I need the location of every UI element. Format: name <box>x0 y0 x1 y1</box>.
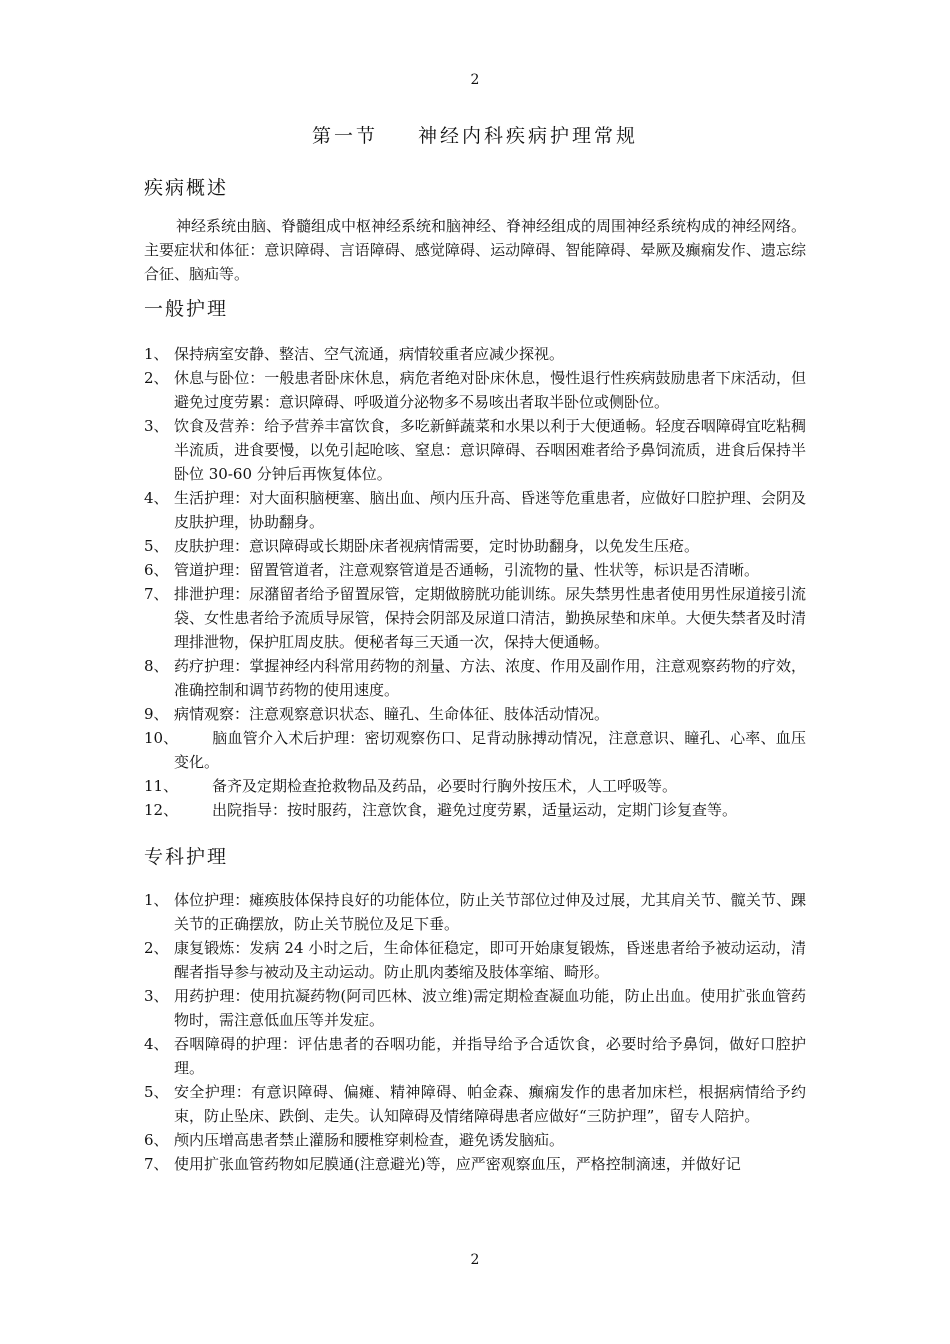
item-number: 4、 <box>144 1035 169 1053</box>
item-number: 5、 <box>144 1083 169 1101</box>
list-item <box>144 1080 806 1128</box>
list-item <box>144 582 806 654</box>
item-number: 4、 <box>144 489 169 507</box>
item-text: 康复锻炼：发病 24 小时之后，生命体征稳定，即可开始康复锻炼，昏迷患者给予被动运动，清醒者指导参与被动及主动运动。防止肌肉萎缩及肢体挛缩、畸形。 <box>174 939 806 981</box>
item-text: 备齐及定期检查抢救物品及药品，必要时行胸外按压术，人工呼吸等。 <box>212 777 678 795</box>
page-number-top: 2 <box>470 72 480 88</box>
item-number: 5、 <box>144 537 169 555</box>
general-care-heading: 一般护理 <box>144 298 229 320</box>
item-text: 体位护理：瘫痪肢体保持良好的功能体位，防止关节部位过伸及过展，尤其肩关节、髋关节、踝关节的正确摆放，防止关节脱位及足下垂。 <box>174 891 806 933</box>
item-text: 休息与卧位：一般患者卧床休息，病危者绝对卧床休息，慢性退行性疾病鼓励患者下床活动，但避免过度劳累：意识障碍、呼吸道分泌物多不易咳出者取半卧位或侧卧位。 <box>174 369 806 411</box>
item-text: 皮肤护理：意识障碍或长期卧床者视病情需要，定时协助翻身，以免发生压疮。 <box>174 537 700 555</box>
item-text: 出院指导：按时服药，注意饮食，避免过度劳累，适量运动，定期门诊复查等。 <box>212 801 738 819</box>
item-number: 9、 <box>144 705 169 723</box>
list-item <box>144 342 806 366</box>
list-item <box>144 1152 806 1176</box>
list-item <box>144 726 806 774</box>
list-item <box>144 1128 806 1152</box>
item-number: 12、 <box>144 801 179 819</box>
item-text: 吞咽障碍的护理：评估患者的吞咽功能，并指导给予合适饮食，必要时给予鼻饲，做好口腔护理。 <box>174 1035 806 1077</box>
item-number: 1、 <box>144 891 169 909</box>
item-number: 6、 <box>144 561 169 579</box>
special-care-heading: 专科护理 <box>144 846 229 868</box>
list-item <box>144 888 806 936</box>
general-care-list <box>144 342 806 822</box>
list-item <box>144 936 806 984</box>
item-number: 6、 <box>144 1131 169 1149</box>
list-item <box>144 558 806 582</box>
list-item <box>144 1032 806 1080</box>
item-text: 颅内压增高患者禁止灌肠和腰椎穿刺检查，避免诱发脑疝。 <box>174 1131 565 1149</box>
section-name: 神经内科疾病护理常规 <box>418 125 639 147</box>
overview-heading: 疾病概述 <box>144 177 229 199</box>
item-number: 11、 <box>144 777 179 795</box>
item-number: 1、 <box>144 345 169 363</box>
item-text: 生活护理：对大面积脑梗塞、脑出血、颅内压升高、昏迷等危重患者，应做好口腔护理、会阴及皮肤护理，协助翻身。 <box>174 489 806 531</box>
page-title <box>0 124 950 148</box>
list-item <box>144 774 806 798</box>
item-number: 7、 <box>144 585 169 603</box>
section-number: 第一节 <box>311 125 378 147</box>
item-text: 病情观察：注意观察意识状态、瞳孔、生命体征、肢体活动情况。 <box>174 705 610 723</box>
list-item <box>144 654 806 702</box>
overview-paragraph: 神经系统由脑、脊髓组成中枢神经系统和脑神经、脊神经组成的周围神经系统构成的神经网络。主要症状和体征：意识障碍、言语障碍、感觉障碍、运动障碍、智能障碍、晕厥及癫痫发作、遗忘综合征、脑疝等。 <box>144 217 807 283</box>
item-number: 10、 <box>144 729 179 747</box>
item-text: 饮食及营养：给予营养丰富饮食，多吃新鲜蔬菜和水果以利于大便通畅。轻度吞咽障碍宜吃粘稠半流质，进食要慢，以免引起呛咳、窒息：意识障碍、吞咽困难者给予鼻饲流质，进食后保持半卧位 30-60 分钟后再恢复体位。 <box>174 417 806 483</box>
item-number: 2、 <box>144 939 169 957</box>
item-number: 7、 <box>144 1155 169 1173</box>
item-text: 脑血管介入术后护理：密切观察伤口、足背动脉搏动情况，注意意识、瞳孔、心率、血压变化。 <box>174 729 806 771</box>
item-text: 保持病室安静、整洁、空气流通，病情较重者应减少探视。 <box>174 345 565 363</box>
item-text: 管道护理：留置管道者，注意观察管道是否通畅，引流物的量、性状等，标识是否清晰。 <box>174 561 760 579</box>
list-item <box>144 534 806 558</box>
item-text: 安全护理：有意识障碍、偏瘫、精神障碍、帕金森、癫痫发作的患者加床栏，根据病情给予约束，防止坠床、跌倒、走失。认知障碍及情绪障碍患者应做好“三防护理”，留专人陪护。 <box>174 1083 806 1125</box>
item-text: 药疗护理：掌握神经内科常用药物的剂量、方法、浓度、作用及副作用，注意观察药物的疗效，准确控制和调节药物的使用速度。 <box>174 657 806 699</box>
item-number: 2、 <box>144 369 169 387</box>
special-care-list <box>144 888 806 1176</box>
list-item <box>144 798 806 822</box>
list-item <box>144 486 806 534</box>
list-item <box>144 984 806 1032</box>
item-number: 3、 <box>144 987 169 1005</box>
list-item <box>144 702 806 726</box>
item-number: 8、 <box>144 657 169 675</box>
page-number-bottom: 2 <box>470 1252 480 1268</box>
item-text: 使用扩张血管药物如尼膜通(注意避光)等，应严密观察血压，严格控制滴速，并做好记 <box>174 1155 741 1173</box>
item-text: 用药护理：使用抗凝药物(阿司匹林、波立维)需定期检查凝血功能，防止出血。使用扩张血管药物时，需注意低血压等并发症。 <box>174 987 806 1029</box>
list-item <box>144 414 806 486</box>
list-item <box>144 366 806 414</box>
item-number: 3、 <box>144 417 169 435</box>
item-text: 排泄护理：尿潴留者给予留置尿管，定期做膀胱功能训练。尿失禁男性患者使用男性尿道接引流袋、女性患者给予流质导尿管，保持会阴部及尿道口清洁，勤换尿垫和床单。大便失禁者及时清理排泄物，保护肛周皮肤。便秘者每三天通一次，保持大便通畅。 <box>174 585 806 651</box>
